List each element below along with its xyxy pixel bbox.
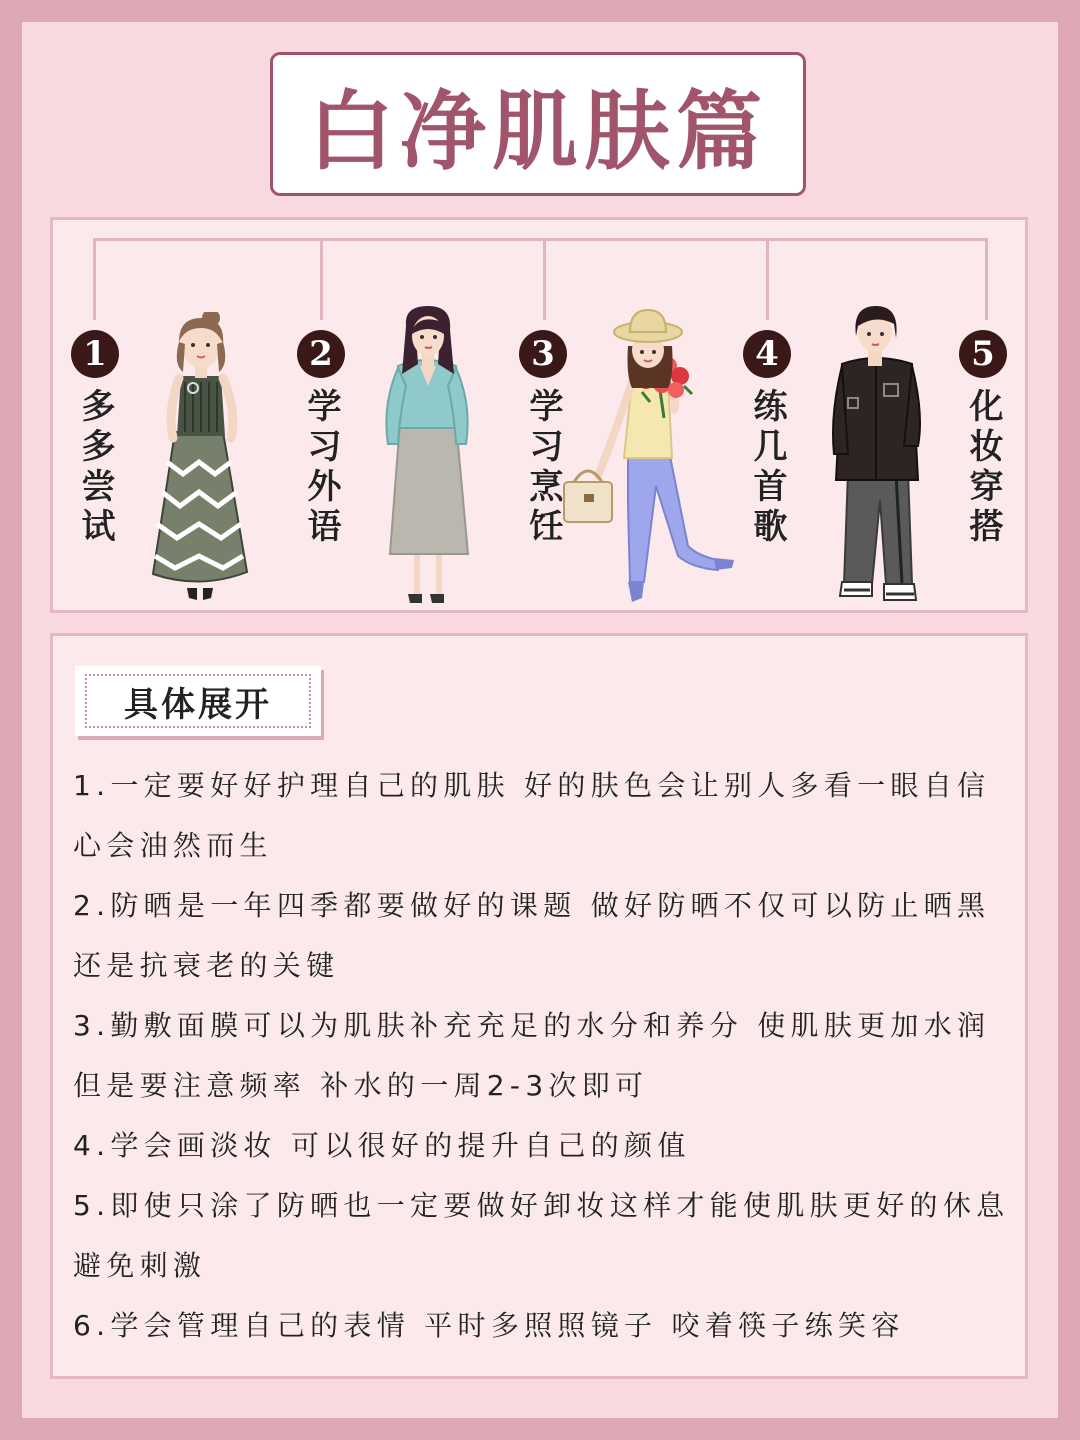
detail-item-4: 4.学会画淡妆 可以很好的提升自己的颜值 bbox=[73, 1129, 691, 1162]
tree-connector-4 bbox=[766, 238, 769, 320]
tree-connector-5 bbox=[985, 238, 988, 320]
detail-item-5: 5.即使只涂了防晒也一定要做好卸妆这样才能使肌肤更好的休息 避免刺激 bbox=[73, 1189, 1010, 1282]
number-badge: 4 bbox=[743, 330, 791, 378]
detail-list bbox=[73, 756, 1021, 1356]
tip-label: 化妆穿搭 bbox=[963, 388, 1003, 548]
detail-item-3: 3.勤敷面膜可以为肌肤补充充足的水分和养分 使肌肤更加水润 但是要注意频率 补水的一周2-3次即可 bbox=[73, 1009, 991, 1102]
page-title: 白净肌肤篇 bbox=[308, 82, 768, 182]
illustration-girl-chevron-skirt bbox=[145, 312, 250, 604]
detail-heading-box bbox=[75, 666, 321, 736]
title-banner bbox=[270, 52, 806, 196]
detail-item-2: 2.防晒是一年四季都要做好的课题 做好防晒不仅可以防止晒黑 还是抗衰老的关键 bbox=[73, 889, 991, 982]
tree-connector-1 bbox=[93, 238, 96, 320]
tree-connector-3 bbox=[543, 238, 546, 320]
illustration-girl-hat-flowers bbox=[558, 306, 748, 606]
number-badge: 5 bbox=[959, 330, 1007, 378]
number-badge: 1 bbox=[71, 330, 119, 378]
tree-connector-2 bbox=[320, 238, 323, 320]
tip-label: 多多尝试 bbox=[75, 388, 115, 548]
tip-label: 学习烹饪 bbox=[523, 388, 563, 548]
tip-label: 学习外语 bbox=[301, 388, 341, 548]
detail-item-1: 1.一定要好好护理自己的肌肤 好的肤色会让别人多看一眼自信心会油然而生 bbox=[73, 769, 991, 862]
tip-label: 练几首歌 bbox=[747, 388, 787, 548]
illustration-girl-black-jacket bbox=[828, 304, 924, 612]
tip-5 bbox=[955, 330, 1011, 548]
number-badge: 3 bbox=[519, 330, 567, 378]
tip-1 bbox=[67, 330, 123, 548]
tip-2 bbox=[293, 330, 349, 548]
detail-heading: 具体展开 bbox=[85, 674, 311, 728]
tree-connector-horizontal bbox=[93, 238, 988, 241]
number-badge: 2 bbox=[297, 330, 345, 378]
illustration-girl-teal-sweater bbox=[380, 304, 475, 604]
detail-item-6: 6.学会管理自己的表情 平时多照照镜子 咬着筷子练笑容 bbox=[73, 1309, 905, 1342]
